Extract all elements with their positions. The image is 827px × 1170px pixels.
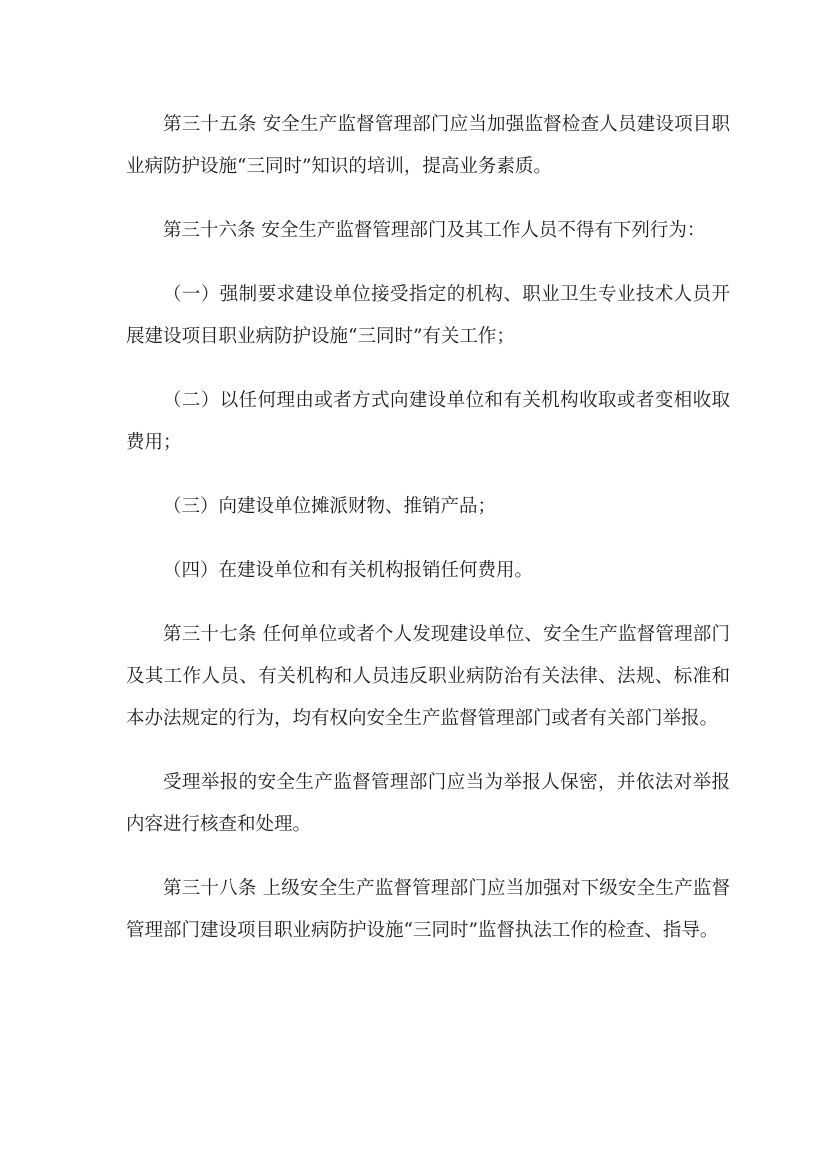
article-38-paragraph: 第三十八条 上级安全生产监督管理部门应当加强对下级安全生产监督管理部门建设项目职业病防护设施“三同时”监督执法工作的检查、指导。: [126, 878, 730, 941]
article-37-continuation: 受理举报的安全生产监督管理部门应当为举报人保密，并依法对举报内容进行核查和处理。: [126, 772, 730, 835]
article-35-paragraph: 第三十五条 安全生产监督管理部门应当加强监督检查人员建设项目职业病防护设施“三同时”知识的培训，提高业务素质。: [126, 114, 730, 177]
article-36-item-4: （四）在建设单位和有关机构报销任何费用。: [163, 560, 534, 581]
article-37-paragraph: 第三十七条 任何单位或者个人发现建设单位、安全生产监督管理部门及其工作人员、有关机构和人员违反职业病防治有关法律、法规、标准和本办法规定的行为，均有权向安全生产监督管理部门或者有关部门举报。: [126, 624, 730, 729]
article-36-item-2: （二）以任何理由或者方式向建设单位和有关机构收取或者变相收取费用；: [126, 390, 730, 453]
document-body: [126, 104, 730, 952]
article-36-item-3: （三）向建设单位摊派财物、推销产品；: [163, 496, 497, 517]
article-36-item-1: （一）强制要求建设单位接受指定的机构、职业卫生专业技术人员开展建设项目职业病防护设施“三同时”有关工作；: [126, 284, 730, 347]
article-36-paragraph: 第三十六条 安全生产监督管理部门及其工作人员不得有下列行为：: [163, 220, 706, 241]
